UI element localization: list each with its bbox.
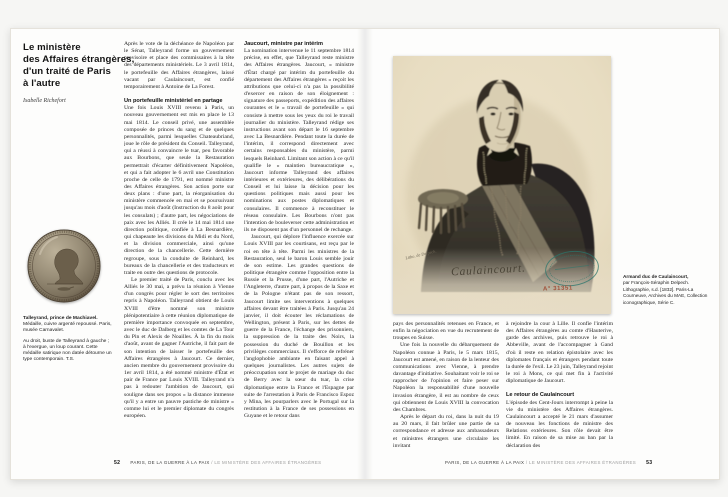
chapter-title: LE MINISTÈRE DES AFFAIRES ÉTRANGÈRES (214, 460, 322, 465)
running-title-separator: / (525, 460, 528, 465)
portrait-caption-title: Armand duc de Caulaincourt, (623, 274, 689, 279)
medal-caption-title: Talleyrand, prince de Machiavel. (23, 316, 98, 321)
medal-caption-note: Au droit, buste de Talleyrand à gauche ; à l'exergue, un loup courant. Cette médaille satirique non datée détourne un type contemporain. T.S. (23, 338, 112, 363)
section-heading: Jaucourt, ministre par intérim (244, 41, 323, 47)
series-title: PARIS, DE LA GUERRE À LA PAIX (130, 460, 210, 465)
footer-left (114, 460, 321, 466)
article-title-line: à l'autre (23, 78, 61, 89)
stamp-inventory-number: A° 31351 (542, 285, 573, 293)
portrait-caption (623, 274, 715, 306)
page-right (365, 29, 719, 479)
section-heading: Un portefeuille ministériel en partage (124, 98, 223, 105)
paragraph: à rejoindre la cour à Lille. Il confie l'intérim des Affaires étrangères au comte d'Hauterive, garde des archives, puis retrouve le roi à Abbeville, avant de l'accompagner à Gand d'où il reste en relation épistolaire avec les diplomates français et étrangers pendant toute la durée de l'exil. Le 23 juin, Talleyrand rejoint le roi à Mons, ce qui met fin à l'activité diplomatique de Jaucourt. (506, 321, 613, 385)
article-title-line: d'un traité de Paris (23, 66, 111, 77)
paragraph: Une fois Louis XVIII revenu à Paris, un nouveau gouvernement est mis en place le 13 mai 1814. Le conseil privé, une assemblée composée de princes du sang et de quelques personnalités, parmi lesquelles Chateaubriand, joue le rôle de président du Conseil. Talleyrand, qui a réussi à convaincre le tsar, peu favorable aux Bourbons, que seule la Restauration permettrait d'écarter définitivement Napoléon, et qui a fait adopter le 6 avril une Constitution proche de celle de 1791, est nommé ministre des Affaires étrangères. Son action porte sur deux plans : d'une part, la réorganisation du ministère commencée en mai et se poursuivant jusqu'au mois d'août (Instruction du 8 août pour les consulats) ; d'autre part, les négociations de paix avec les Alliés. Il crée le 14 mai 1814 une direction politique, confiée à La Besnardière, qui chapeaute les divisions du Midi et du Nord, et la division commerciale, ainsi qu'une direction de la chancellerie. Cette dernière regroupe, sous la conduite de Reinhard, les bureaux de la chancellerie et des traducteurs et traite en outre des questions de protocole. (124, 105, 234, 276)
chapter-title: LE MINISTÈRE DES AFFAIRES ÉTRANGÈRES (529, 460, 637, 465)
paragraph: Après le départ du roi, dans la nuit du 19 au 20 mars, il fait brûler une partie de sa correspondance et adresse aux ambassadeurs et ministres étrangers une circulaire les invitant (393, 414, 499, 449)
page-left (11, 29, 365, 479)
running-title (130, 460, 321, 465)
page-gutter (357, 29, 373, 479)
article-author: Isabelle Richefort (23, 98, 66, 104)
paragraph: Une fois la nouvelle du débarquement de Napoléon connue à Paris, le 5 mars 1815, Jaucourt est amené, en raison de la lenteur des communications avec Vienne, à prendre davantage d'initiative. Souhaitant voir le roi se rapprocher de l'opinion et faire peser sur Napoléon la responsabilité d'une nouvelle invasion étrangère, il est au nombre de ceux qui obtiennent de Louis XVIII la convocation des Chambres. (393, 342, 499, 413)
medal-illustration (26, 228, 102, 304)
running-title-separator: / (211, 460, 213, 465)
medal-photo (26, 228, 102, 304)
text-column-3 (393, 321, 499, 457)
section-heading: Le retour de Caulaincourt (506, 392, 575, 399)
portrait-caption-body: par François-Séraphin Delpech. Lithographie, s.d. [1832]. Paris-La Courneuve, Archives du MAE, Collection iconographique, Série C. (623, 280, 708, 305)
portrait-photo (393, 56, 611, 314)
medal-caption-body: Médaille, cuivre argenté repoussé. Paris, musée Carnavalet. (23, 322, 112, 334)
series-title: PARIS, DE LA GUERRE À LA PAIX (445, 460, 525, 465)
text-column-2 (244, 41, 354, 453)
medal-caption (23, 316, 113, 363)
article-title-line: des Affaires étrangères, (23, 54, 135, 65)
paragraph: La nomination intervenue le 11 septembre 1814 précise, en effet, que Talleyrand reste ministre des Affaires étrangères. Jaucourt, « ministre d'État chargé par intérim du portefeuille du département des Affaires étrangères » reçoit les attributions que celui-ci n'a pas la possibilité d'exercer en raison de son éloignement : signature des passeports, expédition des affaires courantes et le « travail de portefeuille » qui consiste à mettre sous les yeux du roi le travail journalier du ministère. Talleyrand rédige ses instructions avant son départ le 16 septembre avec La Besnardière. Pendant toute la durée de l'intérim, il correspond directement avec certains responsables du ministère, parmi lesquels Reinhard. Limitant son action à ce qu'il qualifie le « maintien bureaucratique », Jaucourt informe Talleyrand des affaires intérieures et extérieures, des délibérations du Conseil et lui laisse la décision pour les questions politiques mais aussi pour les nominations aux postes diplomatiques et consulaires. Il commence à reconstituer le réseau consulaire. Les Bourbons n'ont pas l'intention de bouleverser cette administration et ils ne disposent pas d'un personnel de rechange. (244, 48, 354, 234)
text-column-1 (124, 41, 234, 453)
text-column-4 (506, 321, 613, 457)
paragraph: L'épisode des Cent-Jours interrompt à peine la vie du ministère des Affaires étrangères. Caulaincourt a accepté le 21 mars d'assumer de nouveau les fonctions de ministre des Relations extérieures. Son rôle devait être limité. En raison de sa mise au ban par la déclaration des (506, 399, 613, 449)
paragraph: Jaucourt, qui déplore l'influence exercée sur Louis XVIII par les courtisans, est reçu par le roi en tête à tête. Parmi les ministres de la Restauration, seul le baron Louis semble jouir de son estime. Les grandes questions de politique étrangère comme l'opposition entre la Russie et la Prusse, d'une part, l'Autriche et l'Angleterre, d'autre part, à propos de la Saxe et de la Pologne n'étant pas de son ressort, Jaucourt limite ses interventions à quelques affaires devant être traitées à Paris. Jusqu'au 24 janvier, il doit écouter les réclamations de Wellington, présent à Paris, sur les dettes de guerre de la France, l'échange des prisonniers, la suppression de la traite des Noirs, la possession du duché de Bouillon et les privilèges commerciaux. Il s'efforce de refréner l'anglophobie ambiante en faisant appel à quelques journalistes. Les autres sujets de préoccupation sont le projet de mariage du duc de Berry avec la sœur du tsar, la crise diplomatique entre la France et l'Espagne par suite de l'arrestation à Paris de Francisco Espoz y Mina, les pourparlers avec le Portugal sur la restitution à la France de ses possessions en Guyane et le retour dans (244, 234, 354, 420)
article-title-line: Le ministère (23, 42, 81, 53)
page-number: 53 (646, 460, 653, 466)
paragraph: Après le vote de la déchéance de Napoléon par le Sénat, Talleyrand forme un gouvernement provisoire et place des commissaires à la tête des départements ministériels. Le 3 avril 1814, le portefeuille des Affaires étrangères, laissé vacant par Caulaincourt, est confié temporairement à Antoine de La Forest. (124, 41, 234, 90)
page-number: 52 (114, 460, 121, 466)
paragraph: pays des personnalités retenues en France, et enfin la négociation en vue du recrutement de troupes en Suisse. (393, 321, 499, 342)
running-title (445, 460, 636, 465)
artist-inscription: Litho. de Delpech. (404, 248, 437, 261)
book-spread (10, 28, 720, 480)
footer-right (445, 460, 652, 466)
article-title (23, 42, 134, 90)
portrait-signature: Caulaincourt. (450, 262, 526, 279)
paragraph: Le premier traité de Paris, conclu avec les Alliés le 30 mai, a prévu la réunion à Vienne d'un congrès pour régler le sort des territoires repris à Napoléon. Talleyrand obtient de Louis XVIII d'être nommé son ministre plénipotentiaire à cette réunion diplomatique de première importance convoquée en septembre, avec le duc de Dalberg et les comtes de La Tour du Pin et Alexis de Noailles. À la fin du mois d'août, avant de gagner l'Autriche, il fait part de son intention de laisser le portefeuille des Affaires étrangères à Jaucourt. Ce dernier, ancien membre du gouvernement provisoire du 1er avril 1814, a été nommé ministre d'État et pair de France par Louis XVIII. Talleyrand n'a pas à redouter l'ambition de Jaucourt, qui souligne dans ses propos « la distance immense qu'il y a entre un pauvre pastiche de ministre » comme lui et le premier diplomate du congrès européen. (124, 277, 234, 419)
